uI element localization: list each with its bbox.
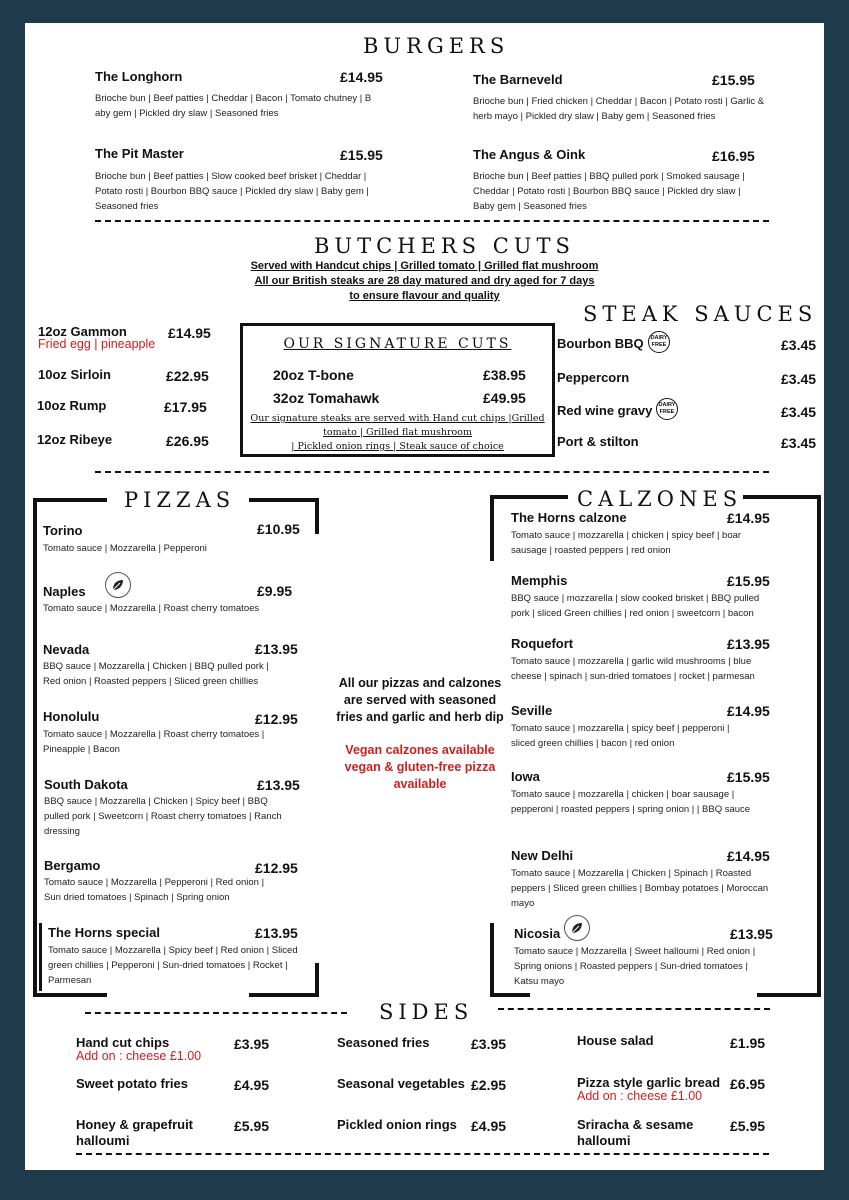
signature-note-line: | Pickled onion rings | Steak sauce of choice xyxy=(291,441,504,452)
signature-heading: OUR SIGNATURE CUTS xyxy=(283,336,512,352)
side-price: £6.95 xyxy=(730,1076,766,1092)
burger-desc: Brioche bun | Fried chicken | Cheddar | Bacon | Potato rosti | Garlic & herb mayo | Pickled dry slaw | Baby gem | Seasoned fries xyxy=(473,96,765,122)
divider xyxy=(95,220,769,222)
side-price: £4.95 xyxy=(234,1077,270,1093)
calzone-desc: Tomato sauce | Mozzarella | Chicken | Spinach | Roasted peppers | Sliced green chillies | Bombay potatoes | Moroccan mayo xyxy=(511,868,769,909)
calzone-frame-top xyxy=(743,495,821,499)
calzone-name: Memphis xyxy=(511,573,568,588)
calzone-name: New Delhi xyxy=(511,848,574,863)
side-price: £5.95 xyxy=(730,1118,766,1134)
side-name: Sweet potato fries xyxy=(76,1076,188,1091)
cut-name: 12oz Gammon xyxy=(38,324,127,339)
signature-name: 20oz T-bone xyxy=(273,367,354,383)
pizza-price: £13.95 xyxy=(257,777,300,793)
butchers-intro xyxy=(25,259,824,304)
burger-price: £14.95 xyxy=(340,69,383,85)
divider xyxy=(85,1012,347,1014)
calzone-desc: Tomato sauce | Mozzarella | Sweet halloumi | Red onion | Spring onions | Roasted peppers | Sun-dried tomatoes | Katsu mayo xyxy=(514,946,756,987)
pizza-price: £12.95 xyxy=(255,711,298,727)
pizza-desc: BBQ sauce | Mozzarella | Chicken | BBQ pulled pork | Red onion | Roasted peppers | Sliced green chillies xyxy=(43,661,269,687)
sauce-name: Red wine gravy xyxy=(557,403,653,418)
note-line: are served with seasoned xyxy=(343,693,497,707)
pizza-frame-left xyxy=(33,498,37,996)
sauce-price: £3.45 xyxy=(781,435,817,451)
pizza-frame-top xyxy=(249,498,319,502)
side-price: £2.95 xyxy=(471,1077,507,1093)
divider xyxy=(76,1153,769,1155)
pizza-frame-inner xyxy=(39,923,42,991)
sauce-name: Peppercorn xyxy=(557,370,630,385)
leaf-icon-glyph xyxy=(570,921,584,935)
signature-price: £49.95 xyxy=(483,390,526,406)
cut-price: £22.95 xyxy=(166,368,209,384)
calzone-frame-left xyxy=(490,923,494,997)
calzone-name: The Horns calzone xyxy=(511,510,627,525)
vegan-note-line: vegan & gluten-free pizza xyxy=(344,760,496,774)
cut-price: £17.95 xyxy=(164,399,207,415)
calzone-price: £15.95 xyxy=(727,573,770,589)
pizza-desc: Tomato sauce | Mozzarella | Roast cherry tomatoes | Pineapple | Bacon xyxy=(43,729,265,755)
sauce-name: Port & stilton xyxy=(557,434,639,449)
side-name: Honey & grapefruit halloumi xyxy=(76,1117,194,1148)
side-name: Pickled onion rings xyxy=(337,1117,457,1132)
calzone-desc: Tomato sauce | mozzarella | spicy beef | pepperoni | sliced green chillies | bacon | red onion xyxy=(511,723,730,749)
calzone-price: £14.95 xyxy=(727,703,770,719)
pizza-name: Torino xyxy=(43,523,83,538)
sauces-heading: STEAK SAUCES xyxy=(583,302,818,326)
note-line: All our pizzas and calzones xyxy=(338,676,502,690)
pizza-desc: BBQ sauce | Mozzarella | Chicken | Spicy beef | BBQ pulled pork | Sweetcorn | Roast cherry tomatoes | Ranch dressing xyxy=(44,796,282,837)
burger-price: £15.95 xyxy=(712,72,755,88)
side-price: £5.95 xyxy=(234,1118,270,1134)
calzone-frame-left xyxy=(490,495,494,561)
divider xyxy=(498,1008,770,1010)
leaf-icon xyxy=(105,572,131,598)
sauce-price: £3.45 xyxy=(781,371,817,387)
side-extra: Add on : cheese £1.00 xyxy=(577,1089,703,1103)
butchers-line: to ensure flavour and quality xyxy=(349,290,500,302)
side-price: £1.95 xyxy=(730,1035,766,1051)
signature-name: 32oz Tomahawk xyxy=(273,390,380,406)
dairy-free-badge-icon: DAIRY FREE xyxy=(656,398,678,420)
leaf-icon xyxy=(564,915,590,941)
pizza-name: The Horns special xyxy=(48,925,160,940)
sauce-price: £3.45 xyxy=(781,337,817,353)
calzone-price: £15.95 xyxy=(727,769,770,785)
side-name: House salad xyxy=(577,1033,654,1048)
butchers-line: All our British steaks are 28 day matured and dry aged for 7 days xyxy=(254,275,595,287)
burger-price: £16.95 xyxy=(712,148,755,164)
pizza-price: £10.95 xyxy=(257,521,300,537)
pizzas-heading: PIZZAS xyxy=(124,488,236,512)
pizza-frame-right xyxy=(315,498,319,534)
signature-note-line: Our signature steaks are served with Hand cut chips |Grilled xyxy=(250,413,545,424)
dairy-free-badge-icon: DAIRY FREE xyxy=(648,331,670,353)
sauce-price: £3.45 xyxy=(781,404,817,420)
burger-price: £15.95 xyxy=(340,147,383,163)
side-name: Hand cut chips xyxy=(76,1035,170,1050)
calzone-price: £14.95 xyxy=(727,848,770,864)
butchers-line: Served with Handcut chips | Grilled tomato | Grilled flat mushroom xyxy=(250,260,599,272)
signature-note-line: tomato | Grilled flat mushroom xyxy=(323,427,472,438)
vegan-note-line: available xyxy=(393,777,447,791)
pizza-name: Nevada xyxy=(43,642,90,657)
calzone-price: £13.95 xyxy=(730,926,773,942)
sauce-name: Bourbon BBQ xyxy=(557,336,644,351)
pizza-frame-right xyxy=(315,963,319,997)
butchers-heading: BUTCHERS CUTS xyxy=(314,234,575,258)
signature-note xyxy=(243,412,552,454)
pizza-name: Naples xyxy=(43,584,86,599)
calzone-desc: BBQ sauce | mozzarella | slow cooked brisket | BBQ pulled pork | sliced Green chillies | red onion | sweetcorn | bacon xyxy=(511,593,760,619)
side-name: Seasonal vegetables xyxy=(337,1076,465,1091)
calzone-name: Nicosia xyxy=(514,926,561,941)
pizza-price: £9.95 xyxy=(257,583,293,599)
pizza-calzone-note xyxy=(315,675,525,793)
divider xyxy=(95,471,769,473)
pizza-desc: Tomato sauce | Mozzarella | Pepperoni xyxy=(43,543,207,554)
side-name: Seasoned fries xyxy=(337,1035,430,1050)
cut-extra: Fried egg | pineapple xyxy=(38,337,156,351)
cut-name: 12oz Ribeye xyxy=(37,432,113,447)
pizza-name: Honolulu xyxy=(43,709,100,724)
calzone-frame-top xyxy=(490,495,568,499)
burger-name: The Barneveld xyxy=(473,72,563,87)
calzone-desc: Tomato sauce | mozzarella | chicken | boar sausage | pepperoni | roasted peppers | spring onion | | BBQ sauce xyxy=(511,789,751,815)
cut-name: 10oz Rump xyxy=(37,398,107,413)
pizza-frame-bottom xyxy=(33,993,107,997)
calzone-price: £13.95 xyxy=(727,636,770,652)
pizza-price: £12.95 xyxy=(255,860,298,876)
signature-price: £38.95 xyxy=(483,367,526,383)
calzone-frame-bottom xyxy=(757,993,821,997)
signature-cuts-box xyxy=(240,323,555,457)
pizza-desc: Tomato sauce | Mozzarella | Pepperoni | Red onion | Sun dried tomatoes | Spinach | Spring onion xyxy=(44,877,265,903)
side-name: Sriracha & sesame halloumi xyxy=(577,1117,694,1148)
menu-page xyxy=(25,23,824,1170)
side-name: Pizza style garlic bread xyxy=(577,1075,721,1090)
leaf-icon-glyph xyxy=(111,578,125,592)
side-extra: Add on : cheese £1.00 xyxy=(76,1049,202,1063)
burger-desc: Brioche bun | Beef patties | Cheddar | Bacon | Tomato chutney | B aby gem | Pickled dry slaw | Seasoned fries xyxy=(95,93,372,119)
burger-name: The Longhorn xyxy=(95,69,183,84)
calzone-name: Roquefort xyxy=(511,636,574,651)
calzone-frame-right xyxy=(817,495,821,995)
pizza-desc: Tomato sauce | Mozzarella | Roast cherry tomatoes xyxy=(43,603,260,614)
pizza-price: £13.95 xyxy=(255,925,298,941)
vegan-note-line: Vegan calzones available xyxy=(345,743,495,757)
pizza-frame-bottom xyxy=(249,993,319,997)
sides-heading: SIDES xyxy=(379,1000,474,1024)
burger-desc: Brioche bun | Beef patties | BBQ pulled pork | Smoked sausage | Cheddar | Potato rosti | Bourbon BBQ sauce | Pickled dry slaw | Baby gem | Seasoned fries xyxy=(473,171,745,212)
calzone-name: Seville xyxy=(511,703,553,718)
side-price: £4.95 xyxy=(471,1118,507,1134)
pizza-frame-top xyxy=(33,498,107,502)
burgers-heading: BURGERS xyxy=(363,34,510,58)
note-line: fries and garlic and herb dip xyxy=(336,710,504,724)
burger-desc: Brioche bun | Beef patties | Slow cooked beef brisket | Cheddar | Potato rosti | Bourbon BBQ sauce | Pickled dry slaw | Baby gem | Seasoned fries xyxy=(95,171,369,212)
calzone-name: Iowa xyxy=(511,769,540,784)
calzones-heading: CALZONES xyxy=(577,487,743,511)
pizza-name: Bergamo xyxy=(44,858,101,873)
calzone-frame-bottom xyxy=(490,993,530,997)
side-price: £3.95 xyxy=(234,1036,270,1052)
cut-price: £26.95 xyxy=(166,433,209,449)
cut-name: 10oz Sirloin xyxy=(38,367,111,382)
calzone-desc: Tomato sauce | mozzarella | chicken | spicy beef | boar sausage | roasted peppers | red onion xyxy=(511,530,742,556)
pizza-name: South Dakota xyxy=(44,777,128,792)
burger-name: The Angus & Oink xyxy=(473,147,586,162)
burger-name: The Pit Master xyxy=(95,146,184,161)
side-price: £3.95 xyxy=(471,1036,507,1052)
pizza-price: £13.95 xyxy=(255,641,298,657)
calzone-desc: Tomato sauce | mozzarella | garlic wild mushrooms | blue cheese | spinach | sun-dried tomatoes | rocket | parmesan xyxy=(511,656,755,682)
calzone-price: £14.95 xyxy=(727,510,770,526)
pizza-desc: Tomato sauce | Mozzarella | Spicy beef | Red onion | Sliced green chillies | Pepperoni | Sun-dried tomatoes | Rocket | Parmesan xyxy=(48,945,298,986)
cut-price: £14.95 xyxy=(168,325,211,341)
